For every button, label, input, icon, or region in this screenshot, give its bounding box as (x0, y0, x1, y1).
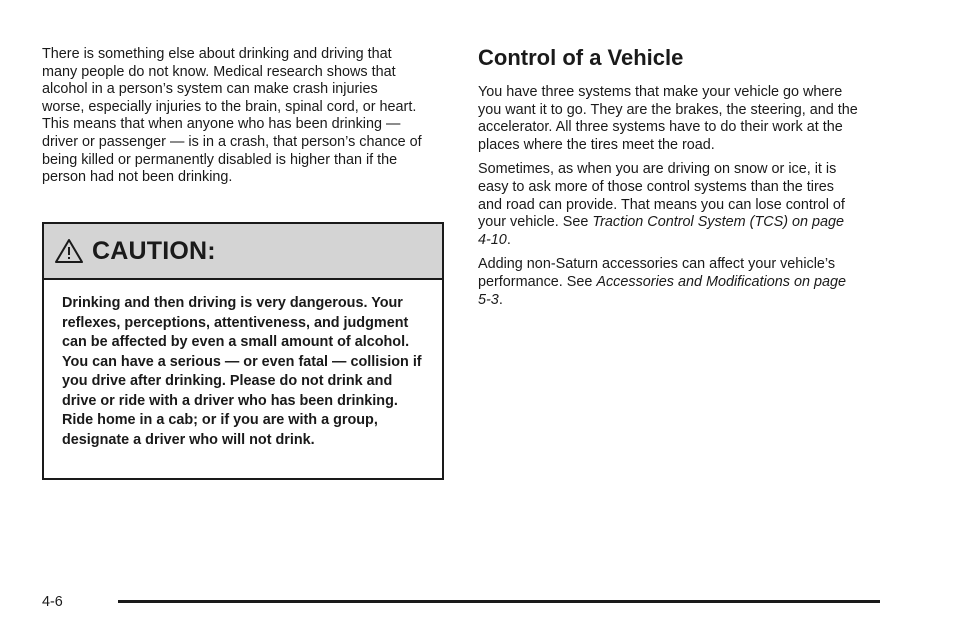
left-column (42, 46, 444, 187)
caution-title: CAUTION: (92, 236, 216, 265)
caution-header (44, 224, 442, 280)
warning-triangle-icon (54, 238, 84, 264)
paragraph-snow-ice-end: . (506, 231, 511, 248)
tcs-reference: Traction Control System (TCS) on page 4-10 (478, 214, 845, 248)
paragraph-systems: You have three systems that make your vehicle go where you want it to go. They are the brakes, the steering, and the accelerator. All three systems have to do their work at the places where the tires meet the road. (478, 84, 858, 153)
paragraph-accessories-end: . (498, 291, 503, 308)
paragraph-accessories-text: Adding non-Saturn accessories can affect your vehicle’s performance. See (478, 256, 836, 290)
intro-paragraph: There is something else about drinking and driving that many people do not know. Medical research shows that alcohol in a person’s system can make crash injuries worse, especially injuries to the brain, spinal cord, or heart. This means that when anyone who has been drinking — driver or passenger — is in a crash, that person’s chance of being killed or permanently disabled is higher than if the person had not been drinking. (42, 46, 422, 186)
accessories-reference: Accessories and Modifications on page 5-3 (478, 273, 846, 308)
paragraph-accessories (478, 256, 858, 309)
paragraph-snow-ice-text: Sometimes, as when you are driving on snow or ice, it is easy to ask more of those control systems than the tires and road can provide. That means you can lose control of your vehicle. See (478, 161, 845, 231)
section-heading: Control of a Vehicle (478, 45, 684, 70)
footer-rule (118, 600, 880, 603)
caution-box (42, 222, 444, 480)
right-column (478, 44, 878, 316)
paragraph-snow-ice (478, 161, 858, 249)
caution-text: Drinking and then driving is very dangerous. Your reflexes, perceptions, attentiveness, and judgment can be affected by even a small amount of alcohol. You can have a serious — or even fatal — collision if you drive after drinking. Please do not drink and drive or ride with a driver who has been drinking. Ride home in a cab; or if you are with a group, designate a driver who will not drink. (62, 295, 422, 448)
page-number: 4-6 (42, 594, 63, 610)
